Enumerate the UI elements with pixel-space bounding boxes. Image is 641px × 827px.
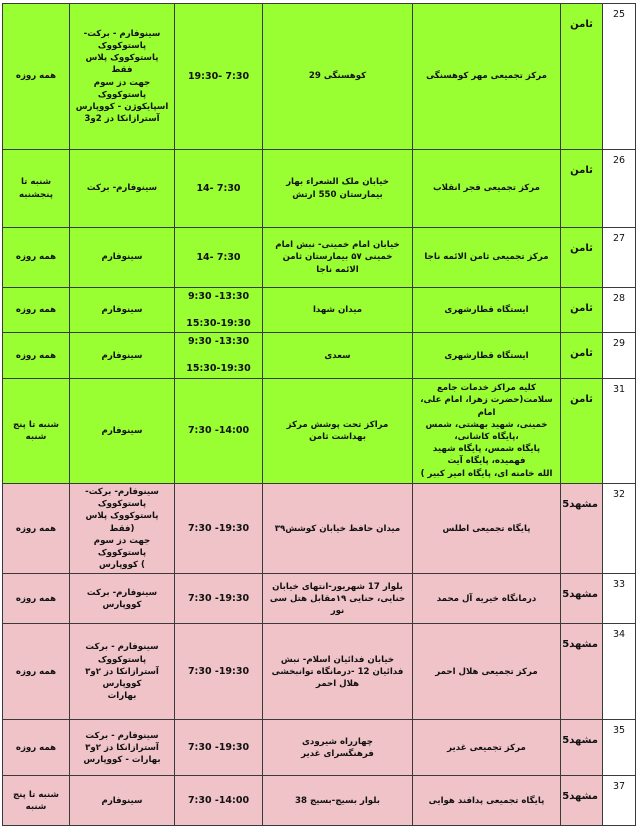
table-row [3, 574, 636, 624]
address-cell: سعدی [263, 333, 413, 378]
center-name-cell: پایگاه تجمیعی اطلس [413, 483, 561, 573]
table-row [3, 4, 636, 150]
address-cell: خیابان ملک الشعراء بهار بیمارستان 550 ارتش [263, 150, 413, 228]
address-cell: میدان حافظ خیابان کوشش۳۹ [263, 483, 413, 573]
region-cell: ثامن [561, 288, 603, 333]
address-cell: مراکز تحت پوشش مرکز بهداشت ثامن [263, 378, 413, 483]
hours-cell: 7:30 -19:30 [175, 720, 263, 776]
address-cell: چهارراه شیرودی فرهنگسرای غدیر [263, 720, 413, 776]
hours-cell: 19:30- 7:30 [175, 4, 263, 150]
table-row [3, 483, 636, 573]
hours-cell: 9:30 -13:30 15:30-19:30 [175, 288, 263, 333]
row-number-cell: 32 [603, 483, 636, 573]
vaccination-centers-sheet [2, 3, 635, 826]
row-number-cell: 25 [603, 4, 636, 150]
center-name-cell: مرکز تجمیعی غدیر [413, 720, 561, 776]
table-row [3, 776, 636, 826]
row-number-cell: 31 [603, 378, 636, 483]
vaccines-cell: سینوفارم [70, 228, 175, 288]
vaccines-cell: سینوفارم [70, 776, 175, 826]
center-name-cell: درمانگاه خیریه آل محمد [413, 574, 561, 624]
table-row [3, 378, 636, 483]
vaccines-cell: سینوفارم [70, 333, 175, 378]
hours-cell: 7:30 -14:00 [175, 776, 263, 826]
center-name-cell: پایگاه تجمیعی پدافند هوایی [413, 776, 561, 826]
row-number-cell: 35 [603, 720, 636, 776]
days-cell: همه روزه [3, 288, 70, 333]
address-cell: بلوار 17 شهریور-انتهای خیابان حنایی، حنایی ۱۹مقابل هتل سی نور [263, 574, 413, 624]
row-number-cell: 33 [603, 574, 636, 624]
days-cell: همه روزه [3, 624, 70, 720]
vaccination-centers-table [2, 3, 636, 826]
table-row [3, 333, 636, 378]
days-cell: شنبه تا پنج شنبه [3, 378, 70, 483]
region-cell: ثامن [561, 4, 603, 150]
hours-cell: 14- 7:30 [175, 228, 263, 288]
region-cell: مشهد5 [561, 720, 603, 776]
days-cell: همه روزه [3, 228, 70, 288]
region-cell: مشهد5 [561, 624, 603, 720]
table-row [3, 624, 636, 720]
center-name-cell: ایستگاه قطارشهری [413, 288, 561, 333]
row-number-cell: 28 [603, 288, 636, 333]
address-cell: خیابان فدائیان اسلام- نبش فدائیان 12 -درمانگاه توانبخشی هلال احمر [263, 624, 413, 720]
region-cell: مشهد5 [561, 776, 603, 826]
region-cell: مشهد5 [561, 483, 603, 573]
region-cell: ثامن [561, 333, 603, 378]
region-cell: ثامن [561, 228, 603, 288]
region-cell: ثامن [561, 378, 603, 483]
vaccines-cell: سینوفارم- برکت- پاستوکووک پاستوکووک پلاس (فقط جهت دز سوم پاستوکووک ) کووپارس [70, 483, 175, 573]
days-cell: شنبه تا پنج شنبه [3, 776, 70, 826]
hours-cell: 7:30 -19:30 [175, 483, 263, 573]
region-cell: مشهد5 [561, 574, 603, 624]
center-name-cell: مرکز تجمیعی فجر انقلاب [413, 150, 561, 228]
address-cell: میدان شهدا [263, 288, 413, 333]
center-name-cell: کلیه مراکز خدمات جامع سلامت(حضرت زهرا، امام علی، امام خمینی، شهید بهشتی، شمس ،پایگاه کاشانی، پایگاه شمس، پایگاه شهید فهمیده، پایگاه آیت الله خامنه ای، پایگاه امیر کبیر ) [413, 378, 561, 483]
days-cell: همه روزه [3, 333, 70, 378]
row-number-cell: 27 [603, 228, 636, 288]
address-cell: خیابان امام خمینی- نبش امام خمینی ۵۷ بیمارستان ثامن الائمه ناجا [263, 228, 413, 288]
vaccines-cell: سینوفارم [70, 288, 175, 333]
center-name-cell: ایستگاه قطارشهری [413, 333, 561, 378]
row-number-cell: 37 [603, 776, 636, 826]
row-number-cell: 29 [603, 333, 636, 378]
address-cell: بلوار بسیج-بسیج 38 [263, 776, 413, 826]
hours-cell: 7:30 -19:30 [175, 574, 263, 624]
hours-cell: 14- 7:30 [175, 150, 263, 228]
vaccines-cell: سینوفارم - برکت آسترازانکا دز ۲و۳ بهارات - کووپارس [70, 720, 175, 776]
hours-cell: 7:30 -19:30 [175, 624, 263, 720]
center-name-cell: مرکز تجمیعی ثامن الائمه ناجا [413, 228, 561, 288]
hours-cell: 7:30 -14:00 [175, 378, 263, 483]
table-row [3, 720, 636, 776]
center-name-cell: مرکز تجمیعی هلال احمر [413, 624, 561, 720]
vaccines-cell: سینوفارم - برکت پاستوکووک آسترازانکا دز ۲و۳ کووپارس بهارات [70, 624, 175, 720]
region-cell: ثامن [561, 150, 603, 228]
vaccines-cell: سینوفارم - برکت- پاستوکووک پاستوکووک پلاس فقط جهت دز سوم پاستوکووک اسپایکوژن - کووپارس آسترازانکا دز 2و3 [70, 4, 175, 150]
table-row [3, 150, 636, 228]
days-cell: همه روزه [3, 483, 70, 573]
hours-cell: 9:30 -13:30 15:30-19:30 [175, 333, 263, 378]
row-number-cell: 26 [603, 150, 636, 228]
center-name-cell: مرکز تجمیعی مهر کوهسنگی [413, 4, 561, 150]
table-row [3, 228, 636, 288]
days-cell: همه روزه [3, 720, 70, 776]
days-cell: همه روزه [3, 4, 70, 150]
days-cell: همه روزه [3, 574, 70, 624]
table-row [3, 288, 636, 333]
vaccines-cell: سینوفارم- برکت کووپارس [70, 574, 175, 624]
vaccines-cell: سینوفارم- برکت [70, 150, 175, 228]
address-cell: کوهسنگی 29 [263, 4, 413, 150]
vaccines-cell: سینوفارم [70, 378, 175, 483]
days-cell: شنبه تا پنجشنبه [3, 150, 70, 228]
row-number-cell: 34 [603, 624, 636, 720]
